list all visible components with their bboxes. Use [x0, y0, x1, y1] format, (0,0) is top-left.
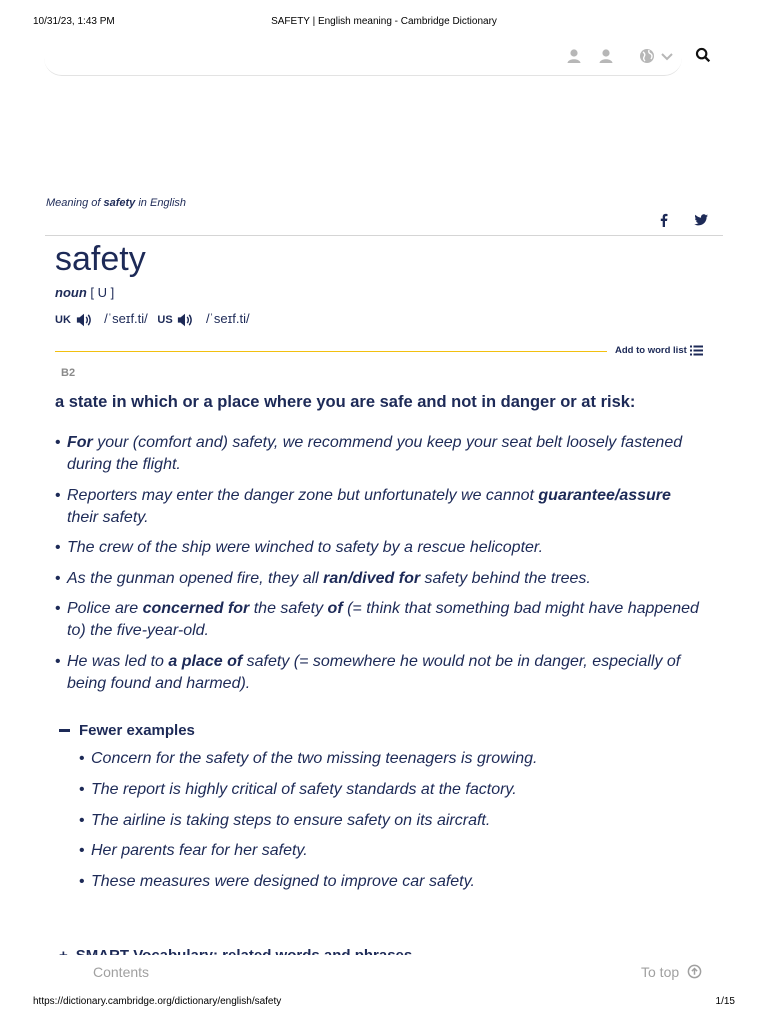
us-speaker-icon[interactable]	[176, 312, 194, 328]
print-url: https://dictionary.cambridge.org/dictionary/english/safety	[33, 996, 282, 1007]
breadcrumb	[46, 197, 186, 209]
to-top-button[interactable]	[641, 964, 702, 980]
example-sentence	[55, 432, 705, 476]
print-page-title: SAFETY | English meaning - Cambridge Dictionary	[271, 16, 497, 27]
part-of-speech	[55, 285, 114, 300]
divider	[45, 235, 723, 236]
print-header	[33, 16, 735, 30]
extra-example-sentence: • The airline is taking steps to ensure safety on its aircraft.	[79, 810, 699, 832]
example-text: The crew of the ship were winched to safety by a rescue helicopter.	[67, 539, 544, 556]
example-text: Police are	[67, 600, 143, 617]
arrow-up-circle-icon	[687, 964, 702, 979]
print-datetime: 10/31/23, 1:43 PM	[33, 16, 115, 27]
example-text: safety behind the trees.	[420, 569, 591, 587]
example-phrase: concerned for	[142, 600, 250, 617]
example-text: Reporters may enter the danger zone but unfortunately we cannot	[67, 486, 539, 504]
extra-example-sentence: • The report is highly critical of safety standards at the factory.	[79, 779, 699, 801]
print-footer	[33, 996, 735, 1010]
uk-ipa: /ˈseɪf.ti/	[104, 311, 148, 326]
example-phrase: ran/dived for	[323, 569, 421, 587]
example-phrase: a place of	[168, 652, 243, 670]
uk-label: UK	[55, 314, 71, 326]
globe-icon[interactable]	[637, 46, 657, 66]
breadcrumb-prefix: Meaning of	[46, 197, 101, 209]
example-sentence	[55, 568, 705, 590]
search-icon[interactable]	[694, 46, 712, 64]
example-text: He was led to	[67, 652, 169, 670]
add-to-word-list-label: Add to word list	[615, 345, 687, 357]
cefr-level-badge: B2	[61, 367, 76, 379]
example-sentence	[55, 537, 705, 559]
fewer-examples-toggle[interactable]	[59, 722, 195, 739]
example-text: the safety	[249, 600, 328, 617]
user-icon[interactable]	[596, 46, 616, 66]
extra-example-sentence: • Concern for the safety of the two missing teenagers is growing.	[79, 748, 699, 770]
example-sentence	[55, 485, 705, 529]
example-text: (= think that something bad might have happened to) the five-year-old.	[67, 600, 699, 639]
example-text: As the gunman opened fire, they all	[67, 569, 324, 587]
list-icon	[690, 345, 703, 356]
to-top-label: To top	[641, 964, 680, 980]
uk-speaker-icon[interactable]	[75, 312, 93, 328]
pronunciation	[55, 311, 256, 329]
contents-button[interactable]: Contents	[93, 964, 150, 980]
fewer-examples-label: Fewer examples	[79, 722, 195, 739]
headword: safety	[55, 240, 146, 278]
example-phrase: guarantee/assure	[538, 486, 671, 504]
example-text: their safety.	[67, 508, 149, 526]
pos-label: noun	[55, 285, 87, 300]
breadcrumb-word: safety	[103, 197, 136, 209]
user-icon[interactable]	[564, 46, 584, 66]
grammar-code: [ U ]	[90, 285, 115, 300]
example-text: safety (= somewhere he would not be in danger, especially of being found and harmed).	[67, 652, 681, 692]
extra-example-sentence: • Her parents fear for her safety.	[79, 840, 699, 862]
us-label: US	[157, 314, 173, 326]
example-phrase: For	[67, 434, 93, 451]
minus-icon	[59, 729, 70, 732]
us-ipa: /ˈseɪf.ti/	[205, 311, 250, 326]
add-to-word-list-button[interactable]	[615, 345, 703, 356]
top-search-bar	[44, 34, 682, 76]
examples-list	[55, 432, 705, 703]
more-examples-list	[79, 748, 699, 902]
example-sentence	[55, 598, 705, 642]
example-phrase: of	[327, 600, 343, 617]
example-sentence	[55, 651, 705, 695]
breadcrumb-suffix: in English	[138, 197, 187, 209]
twitter-icon[interactable]	[693, 212, 709, 228]
extra-example-sentence: • These measures were designed to improve car safety.	[79, 871, 699, 893]
facebook-icon[interactable]	[656, 212, 672, 228]
chevron-down-icon[interactable]	[657, 46, 677, 66]
sense-divider	[55, 351, 607, 352]
print-page-number: 1/15	[715, 996, 735, 1007]
definition: a state in which or a place where you are safe and not in danger or at risk:	[55, 393, 636, 411]
example-text: your (comfort and) safety, we recommend you keep your seat belt loosely fastened during the flight.	[67, 434, 683, 473]
